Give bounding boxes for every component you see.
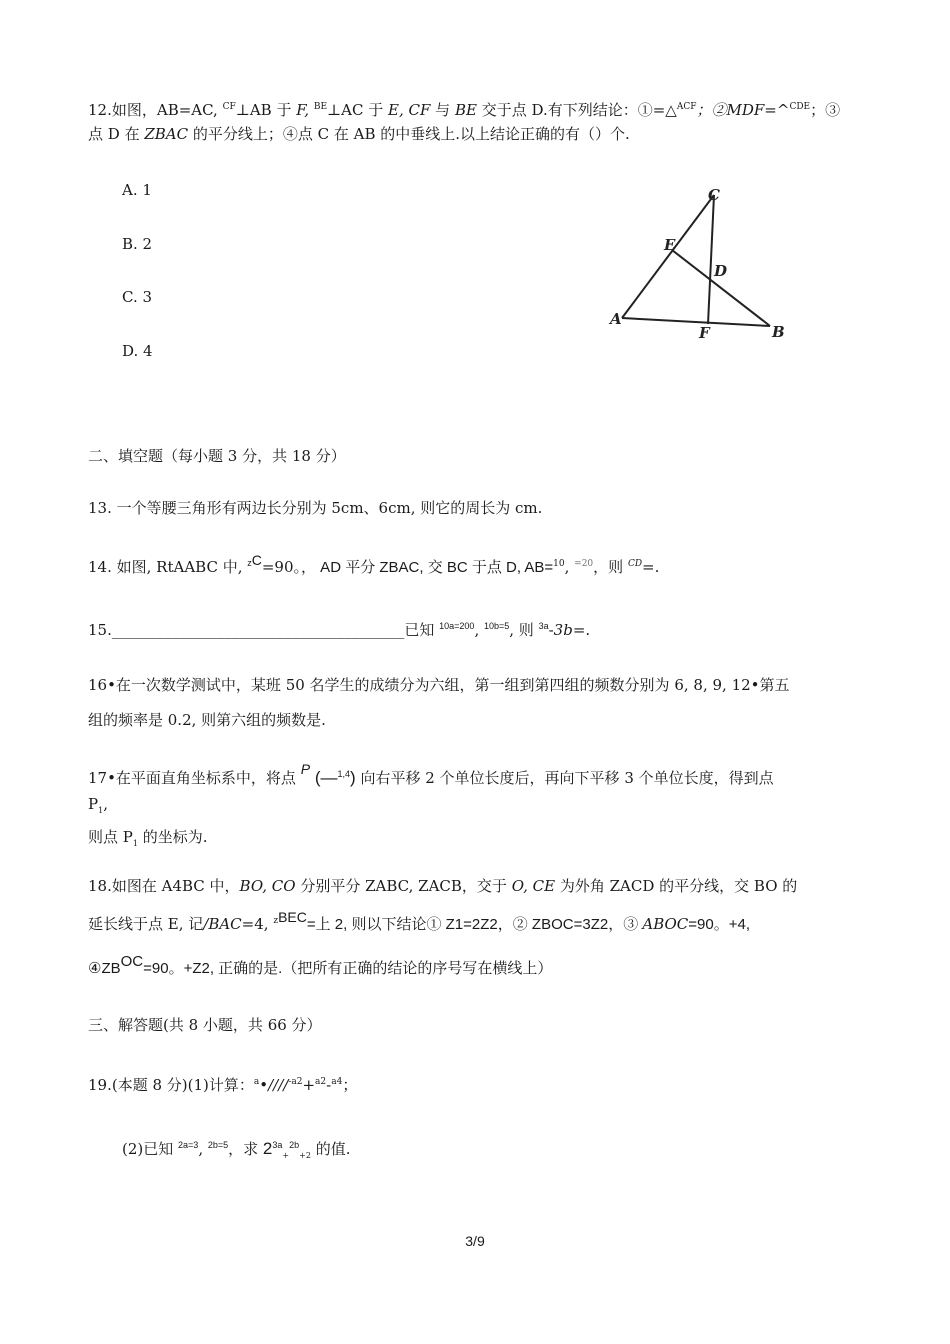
q18-line-1: 18.如图在 A4BC 中，BO, CO 分别平分 ZABC, ZACB，交于 O, CE 为外角 ZACD 的平分线，交 BO 的 bbox=[88, 877, 798, 895]
page-number: 3/9 bbox=[465, 1233, 485, 1249]
q19-part-1: 19.(本题 8 分)(1)计算：$^a$•////$^{-a2}$+$^{a2}$-$^{a4}$； bbox=[88, 1076, 358, 1094]
q16-line-2: 组的频率是 0.2, 则第六组的频数是. bbox=[88, 711, 326, 729]
q18-line-3: ④ZBOC=90。+Z2, 正确的是.（把所有正确的结论的序号写在横线上） bbox=[88, 953, 553, 977]
label-e: E bbox=[664, 236, 676, 254]
q16-line-1: 16•在一次数学测试中，某班 50 名学生的成绩分为六组，第一组到第四组的频数分别为 6, 8, 9, 12•第五 bbox=[88, 676, 790, 694]
section-3-heading: 三、解答题(共 8 小题，共 66 分） bbox=[88, 1016, 322, 1034]
segment-cf bbox=[708, 195, 714, 324]
q14: 14. 如图, RtAABC 中, $^z$C=90。， AD 平分 ZBAC, 交 BC 于点 D, AB=$^{10}$, $^{=20}$，则 $^{CD}$=. bbox=[88, 552, 660, 576]
q12-option-d: D. 4 bbox=[122, 342, 153, 360]
q13: 13. 一个等腰三角形有两边长分别为 5cm、6cm, 则它的周长为 cm. bbox=[88, 499, 543, 517]
q12-option-b: B. 2 bbox=[122, 235, 153, 253]
q12-option-c: C. 3 bbox=[122, 288, 153, 306]
q12-option-a: A. 1 bbox=[122, 181, 152, 199]
label-a: A bbox=[610, 310, 622, 328]
q18-line-2: 延长线于点 E, 记/BAC=4, $^z$BEC=上 2, 则以下结论① Z1=2Z2，② ZBOC=3Z2，③ ABOC=90。+4, bbox=[88, 909, 751, 933]
q17-line-1: 17•在平面直角坐标系中，将点 P (—$^{1,4}$) 向右平移 2 个单位长度后，再向下平移 3 个单位长度，得到点 bbox=[88, 761, 774, 787]
label-c: C bbox=[708, 186, 720, 204]
segment-ac bbox=[622, 195, 714, 318]
q17-line-3: 则点 $P_1$ 的坐标为. bbox=[88, 828, 208, 848]
section-2-heading: 二、填空题（每小题 3 分，共 18 分） bbox=[88, 447, 346, 465]
q12-line-1: 12.如图，AB=AC, $^{CF}$⊥AB 于 F, $^{BE}$⊥AC 于 E, CF 与 BE 交于点 D.有下列结论：①=△$^{ACF}$；②MDF=^$^{CDE}$；③ bbox=[88, 101, 841, 119]
label-f: F bbox=[699, 324, 710, 340]
q15: 15._______________________________________已知 $^{10a=200}$, $^{10b=5}$, 则 $^{3a}$-3b=. bbox=[88, 621, 591, 639]
label-b: B bbox=[772, 323, 785, 340]
q15-answer-blank: _______________________________________ bbox=[111, 621, 405, 639]
q17-line-2: $P_1$, bbox=[88, 795, 108, 815]
segment-ab bbox=[622, 318, 770, 326]
q12-line-2: 点 D 在 ZBAC 的平分线上；④点 C 在 AB 的中垂线上.以上结论正确的有（）个. bbox=[88, 125, 630, 143]
triangle-figure bbox=[602, 178, 802, 340]
q19-part-2: (2)已知 $^{2a=3}$, $^{2b=5}$，求 $2^{3a}_+^{2b}_{+2}$ 的值. bbox=[122, 1139, 351, 1160]
label-d: D bbox=[714, 262, 728, 280]
